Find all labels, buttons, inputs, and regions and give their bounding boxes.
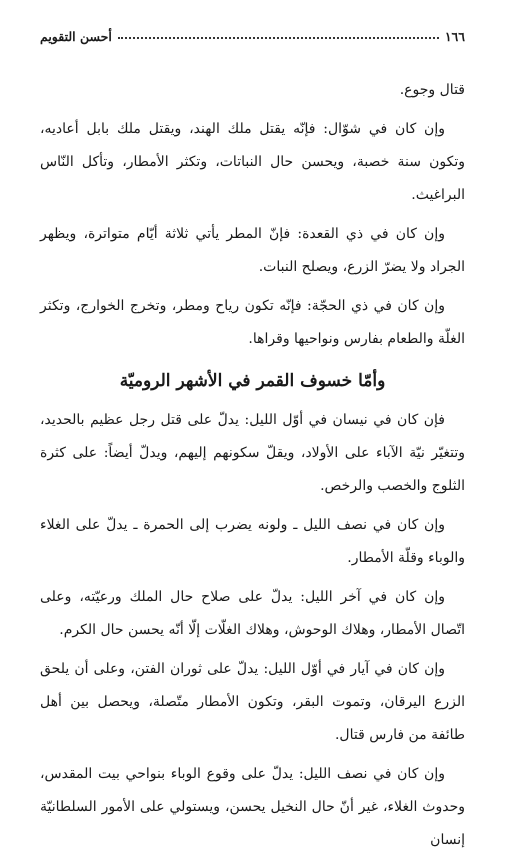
paragraph: قتال وجوع. [399,82,465,98]
paragraph: وإن كان في آيار في أوّل الليل: يدلّ على ثوران الفتن، وعلى أن يلحق الزرع اليرقان، وتموت البقر، وتكون الأمطار متّصلة، ويحصل بين أهل طائفة من فارس قتال. [40,661,465,743]
dotted-leader [118,37,439,39]
paragraph: وإن كان في آخر الليل: يدلّ على صلاح حال الملك ورعيّته، وعلى اتّصال الأمطار، وهلاك الوحوش، وهلاك الغلّات إلّا أنّه يحسن حال الكرم. [40,589,465,638]
running-header [40,26,465,46]
paragraph: فإن كان في نيسان في أوّل الليل: يدلّ على قتل رجل عظيم بالحديد، وتتغيّر نيّة الآباء على الأولاد، ويقلّ سكونهم إليهم، ويدلّ أيضاً: على كثرة الثلوج والخصب والرخص. [40,412,465,494]
paragraph: وإن كان في نصف الليل ـ ولونه يضرب إلى الحمرة ـ يدلّ على الغلاء والوباء وقلّة الأمطار. [40,517,465,566]
page-number: ١٦٦ [444,28,465,44]
paragraph: وإن كان في ذي القعدة: فإنّ المطر يأتي ثلاثة أيّام متواترة، ويظهر الجراد ولا يضرّ الزرع، ويصلح النبات. [40,226,465,275]
paragraph: وإن كان في نصف الليل: يدلّ على وقوع الوباء بنواحي بيت المقدس، وحدوث الغلاء، غير أنّ حال النخيل يحسن، ويستولي على الأمور السلطانيّة إنسان [40,766,465,848]
paragraph: وإن كان في شوّال: فإنّه يقتل ملك الهند، ويقتل ملك بابل أعاديه، وتكون سنة خصبة، ويحسن حال النباتات، وتكثر الأمطار، وتأكل النّاس البراغيث. [40,121,465,203]
book-title: أحسن التقويم [40,28,112,44]
section-heading: وأمّا خسوف القمر في الأشهر الروميّة [119,371,386,391]
paragraph: وإن كان في ذي الحجّة: فإنّه تكون رياح ومطر، وتخرج الخوارج، وتكثر الغلّة والطعام بفارس ونواحيها وقراها. [40,298,465,347]
page-body [40,74,465,857]
